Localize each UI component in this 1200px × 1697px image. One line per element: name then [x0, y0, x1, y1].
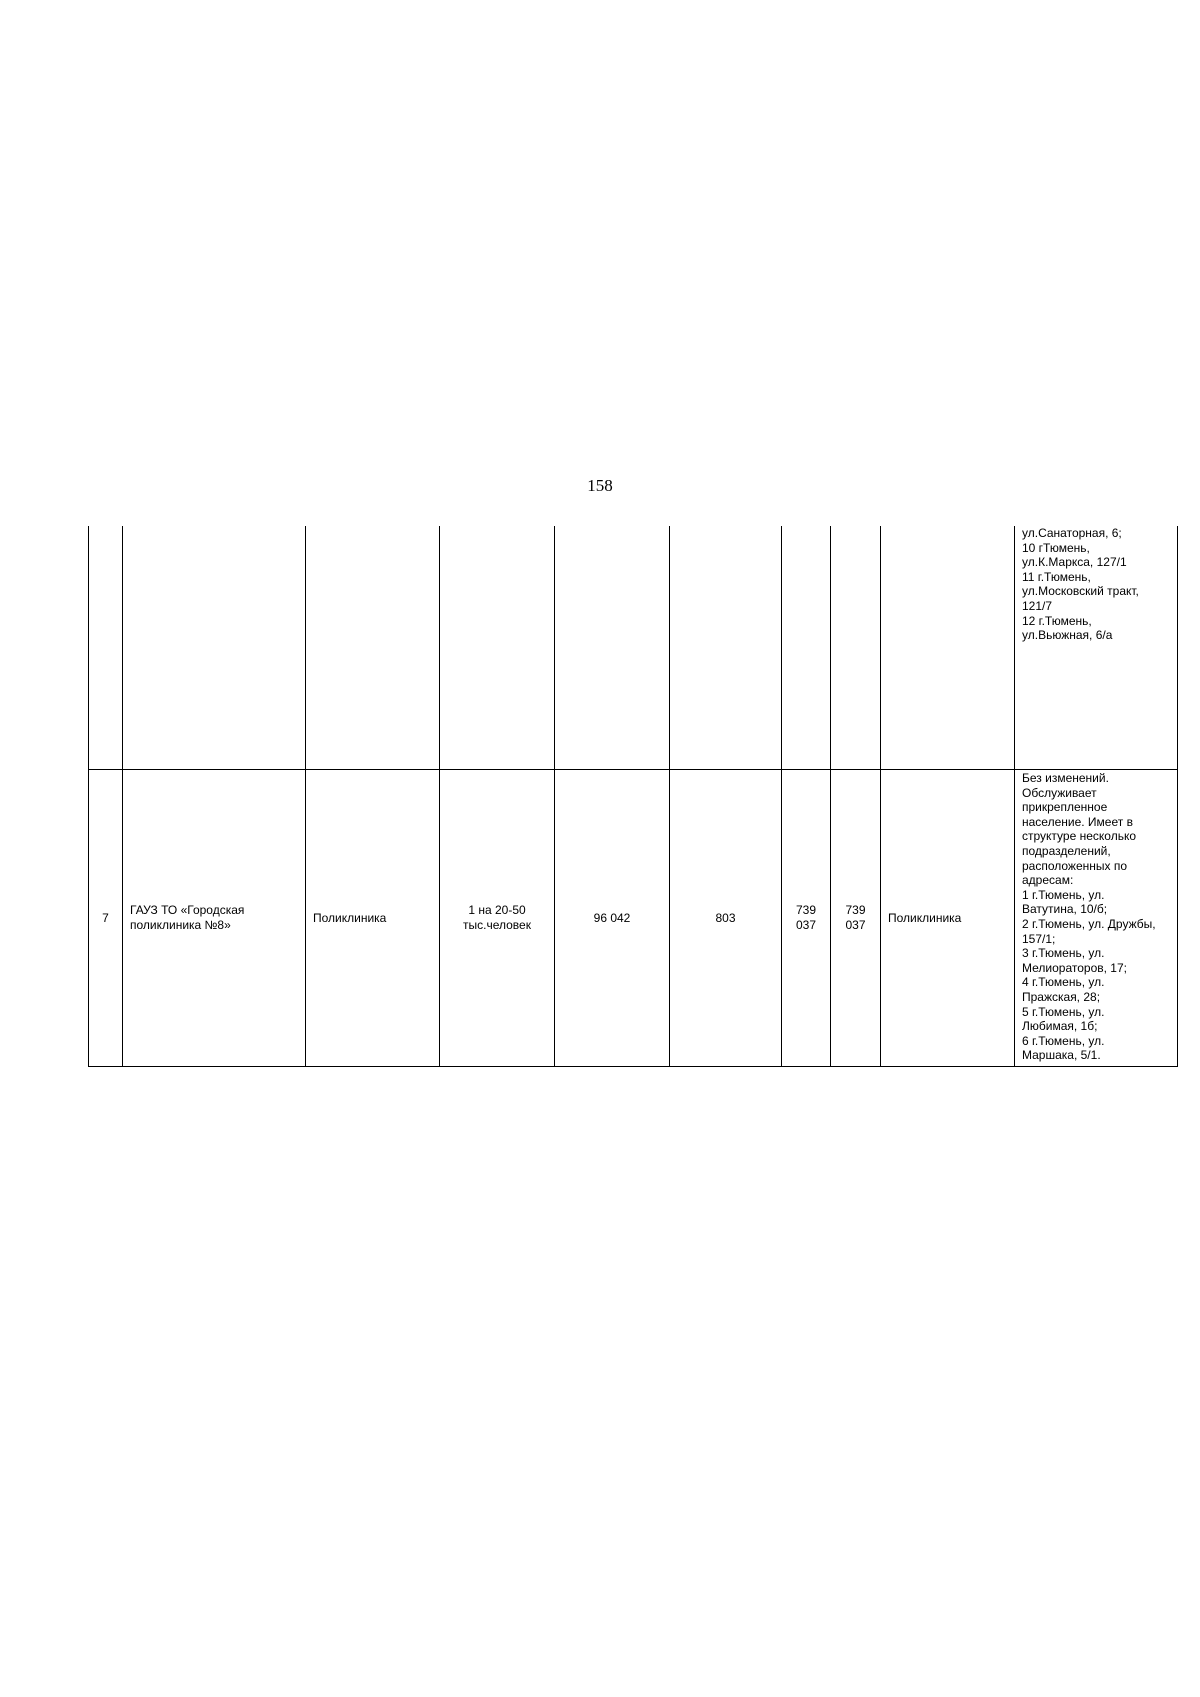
note-line: 3 г.Тюмень, ул. [1022, 946, 1105, 961]
note-line: 121/7 [1022, 598, 1053, 613]
cell-population: 96 042 [555, 770, 670, 1067]
note-line: население. Имеет в [1022, 814, 1133, 829]
note-line: 10 гТюмень, [1022, 540, 1090, 555]
note-line: Ватутина, 10/б; [1022, 902, 1108, 917]
note-line: Мелиораторов, 17; [1022, 960, 1127, 975]
note-line: прикрепленное [1022, 800, 1108, 815]
cell-type [306, 526, 440, 770]
note-line: ул.Санаторная, 6; [1022, 526, 1122, 540]
cell-note [1015, 770, 1178, 1067]
note-line: 2 г.Тюмень, ул. Дружбы, [1022, 916, 1156, 931]
cell-type: Поликлиника [306, 770, 440, 1067]
note-line: 12 г.Тюмень, [1022, 613, 1092, 628]
note-line: 157/1; [1022, 931, 1056, 946]
cell-population [555, 526, 670, 770]
facilities-table-wrapper [88, 526, 1177, 1067]
note-line: 11 г.Тюмень, [1022, 569, 1091, 584]
note-line: Любимая, 1б; [1022, 1019, 1098, 1034]
cell-visits-b [831, 526, 881, 770]
note-line: ул.К.Маркса, 127/1 [1022, 555, 1127, 570]
table-row-continuation [89, 526, 1178, 770]
visits-a-line: 739 [795, 903, 817, 918]
note-line: Пражская, 28; [1022, 989, 1101, 1004]
cell-visits-a [782, 526, 831, 770]
cell-value [670, 526, 782, 770]
note-line: Обслуживает [1022, 785, 1097, 800]
cell-norm [440, 526, 555, 770]
note-line: ул.Московский тракт, [1022, 584, 1139, 599]
norm-line: тыс.человек [463, 918, 531, 932]
cell-number: 7 [89, 770, 123, 1067]
cell-type-after [881, 526, 1015, 770]
table-row-7 [89, 770, 1178, 1067]
note-line: Без изменений. [1022, 771, 1109, 785]
name-line: поликлиника №8» [130, 918, 231, 932]
note-line: структуре несколько [1022, 829, 1137, 844]
visits-b-line: 037 [845, 918, 866, 932]
cell-name [123, 770, 306, 1067]
cell-name [123, 526, 306, 770]
visits-a-line: 037 [795, 918, 817, 932]
visits-b-line: 739 [845, 903, 866, 918]
cell-type-after: Поликлиника [881, 770, 1015, 1067]
cell-visits-b [831, 770, 881, 1067]
note-line: 5 г.Тюмень, ул. [1022, 1004, 1105, 1019]
page-number: 158 [587, 476, 613, 495]
cell-note [1015, 526, 1178, 770]
note-line: ул.Вьюжная, 6/а [1022, 628, 1113, 643]
cell-number [89, 526, 123, 770]
note-line: Маршака, 5/1. [1022, 1048, 1101, 1063]
name-line: ГАУЗ ТО «Городская [130, 903, 245, 918]
note-line: 1 г.Тюмень, ул. [1022, 887, 1105, 902]
note-line: 4 г.Тюмень, ул. [1022, 975, 1105, 990]
note-line: 6 г.Тюмень, ул. [1022, 1033, 1105, 1048]
cell-norm [440, 770, 555, 1067]
cell-visits-a [782, 770, 831, 1067]
cell-value: 803 [670, 770, 782, 1067]
facilities-table [88, 526, 1178, 1067]
norm-line: 1 на 20-50 [468, 903, 526, 918]
note-line: адресам: [1022, 873, 1074, 888]
note-line: подразделений, [1022, 843, 1111, 858]
note-line: расположенных по [1022, 858, 1128, 873]
